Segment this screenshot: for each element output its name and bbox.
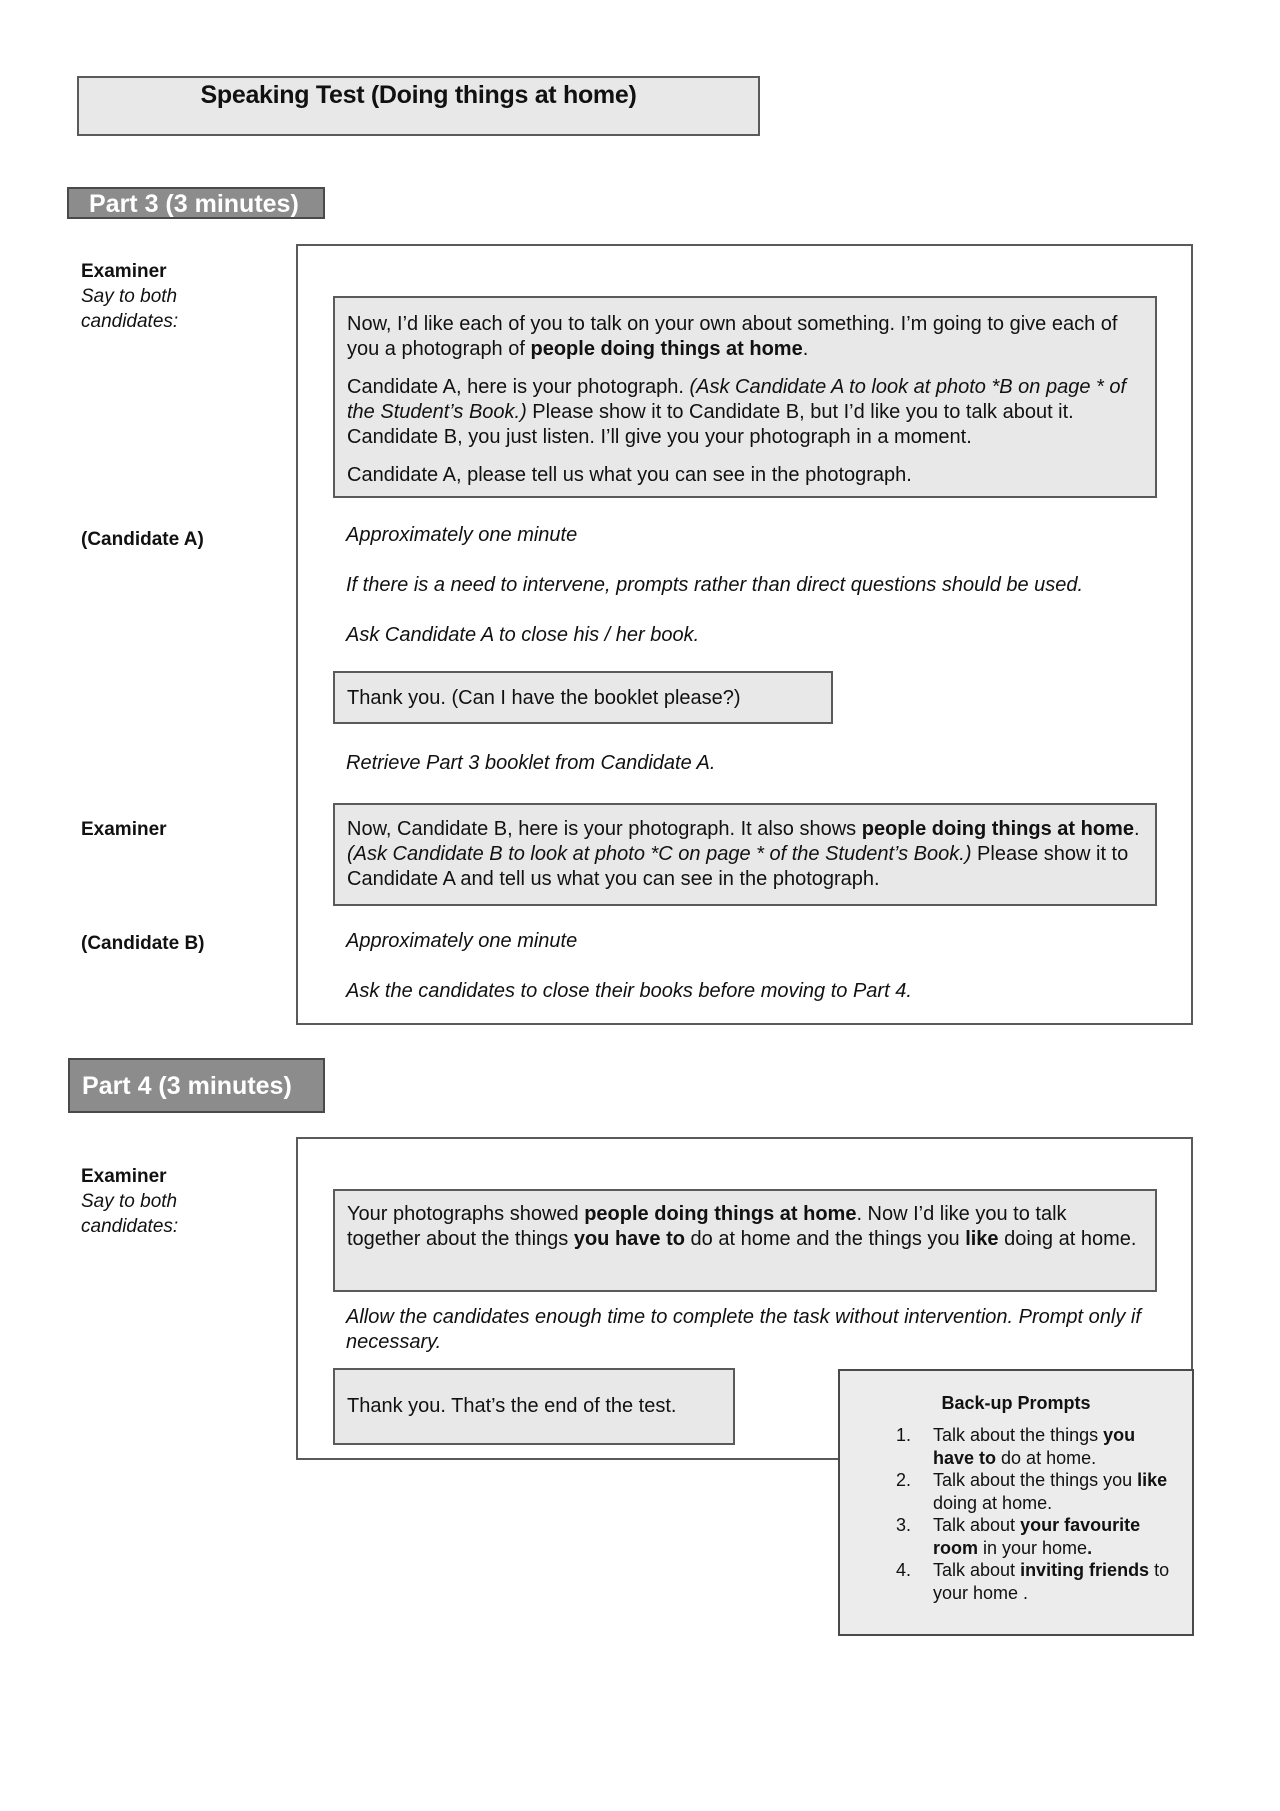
candidate-a-label: (Candidate A): [81, 529, 204, 550]
note-allow: Allow the candidates enough time to complete the task without intervention. Prompt only if necessary.: [346, 1306, 1141, 1353]
part3-examiner2-label: Examiner: [81, 819, 167, 840]
backup-prompts-title: Back-up Prompts: [941, 1393, 1091, 1413]
note-retrieve: Retrieve Part 3 booklet from Candidate A.: [346, 752, 716, 774]
say-to-both-instruction: Say to both candidates:: [81, 286, 179, 332]
part4-script-box: [333, 1189, 1157, 1292]
part3-header: [67, 187, 325, 219]
thank-you-booklet-box: [333, 671, 833, 724]
candidate-b-label: (Candidate B): [81, 933, 205, 954]
part4-header-label: Part 4 (3 minutes): [82, 1072, 292, 1100]
backup-prompt-item: 4. Talk about inviting friends to your home .: [896, 1560, 1170, 1603]
note-intervene: If there is a need to intervene, prompts rather than direct questions should be used.: [346, 574, 1084, 596]
backup-prompts-list: [840, 1424, 1192, 1604]
title-box: [77, 76, 760, 136]
part4-examiner-label: Examiner Say to both candidates:: [81, 1166, 179, 1237]
backup-prompts-box: [838, 1369, 1194, 1636]
part3-script-box-2: [333, 803, 1157, 906]
backup-prompt-item: 2. Talk about the things you like doing at home.: [896, 1470, 1168, 1513]
note-approx-b: Approximately one minute: [346, 930, 578, 952]
end-of-test-box: [333, 1368, 735, 1445]
backup-prompt-item: 1. Talk about the things you have to do at home.: [896, 1425, 1136, 1468]
script-paragraph: Now, Candidate B, here is your photograph. It also shows people doing things at home. (Ask Candidate B to look at photo *C on page * of the Student’s Book.) Please show it to Candidate A and tell us what you can see in the photograph.: [347, 818, 1140, 890]
end-of-test-text: Thank you. That’s the end of the test.: [347, 1395, 677, 1417]
note-close-books: Ask the candidates to close their books before moving to Part 4.: [346, 980, 912, 1002]
script-paragraph: Candidate A, here is your photograph. (Ask Candidate A to look at photo *B on page * of the Student’s Book.) Please show it to Candidate B, but I’d like you to talk about it. Candidate B, you just listen. I’ll give you your photograph in a moment.: [347, 376, 1127, 448]
part4-header: [68, 1058, 325, 1113]
part3-script-box-1: [333, 296, 1157, 498]
thank-you-booklet-text: Thank you. (Can I have the booklet please?): [347, 687, 741, 709]
backup-prompt-item: 3. Talk about your favourite room in your home.: [896, 1515, 1141, 1558]
note-close-book: Ask Candidate A to close his / her book.: [346, 624, 700, 646]
script-paragraph: Your photographs showed people doing things at home. Now I’d like you to talk together about the things you have to do at home and the things you like doing at home.: [347, 1203, 1137, 1250]
examiner-role: Examiner: [81, 261, 167, 282]
script-paragraph: Now, I’d like each of you to talk on your own about something. I’m going to give each of you a photograph of people doing things at home.: [347, 313, 1118, 360]
part3-header-label: Part 3 (3 minutes): [89, 190, 299, 218]
note-approx-a: Approximately one minute: [346, 524, 578, 546]
script-paragraph: Candidate A, please tell us what you can see in the photograph.: [347, 464, 912, 486]
page-title: Speaking Test (Doing things at home): [200, 81, 637, 109]
part3-examiner-label: [81, 259, 231, 334]
